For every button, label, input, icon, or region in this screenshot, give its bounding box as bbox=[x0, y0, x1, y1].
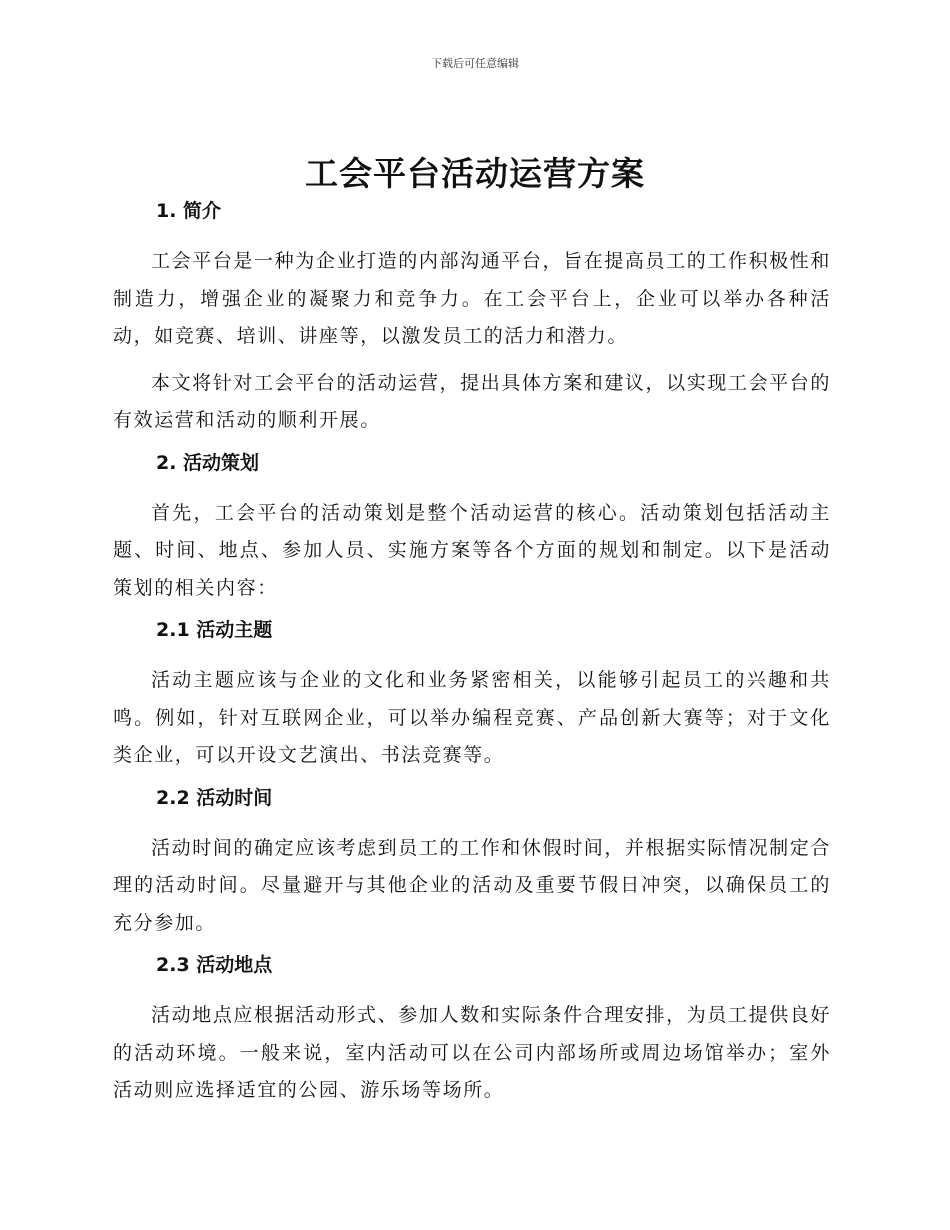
section-heading-location: 2.3 活动地点 bbox=[156, 954, 273, 976]
paragraph-location: 活动地点应根据活动形式、参加人数和实际条件合理安排，为员工提供良好的活动环境。一般来说，室内活动可以在公司内部场所或周边场馆举办；室外活动则应选择适宜的公园、游乐场等场所。 bbox=[113, 1004, 831, 1101]
document-title: 工会平台活动运营方案 bbox=[305, 154, 645, 193]
section-heading-theme: 2.1 活动主题 bbox=[156, 619, 273, 641]
paragraph-intro-2: 本文将针对工会平台的活动运营，提出具体方案和建议，以实现工会平台的有效运营和活动的顺利开展。 bbox=[113, 371, 831, 431]
section-heading-intro: 1. 简介 bbox=[156, 200, 222, 222]
paragraph-theme: 活动主题应该与企业的文化和业务紧密相关，以能够引起员工的兴趣和共鸣。例如，针对互联网企业，可以举办编程竞赛、产品创新大赛等；对于文化类企业，可以开设文艺演出、书法竞赛等。 bbox=[113, 669, 831, 766]
page-header-note: 下载后可任意编辑 bbox=[431, 57, 519, 70]
section-heading-time: 2.2 活动时间 bbox=[156, 786, 273, 809]
section-heading-planning: 2. 活动策划 bbox=[156, 451, 260, 474]
paragraph-intro-1: 工会平台是一种为企业打造的内部沟通平台，旨在提高员工的工作积极性和制造力，增强企业的凝聚力和竞争力。在工会平台上，企业可以举办各种活动，如竞赛、培训、讲座等，以激发员工的活力和潜力。 bbox=[113, 250, 831, 347]
paragraph-time: 活动时间的确定应该考虑到员工的工作和休假时间，并根据实际情况制定合理的活动时间。尽量避开与其他企业的活动及重要节假日冲突，以确保员工的充分参加。 bbox=[113, 836, 831, 934]
document-body bbox=[113, 197, 831, 1119]
paragraph-planning: 首先，工会平台的活动策划是整个活动运营的核心。活动策划包括活动主题、时间、地点、参加人员、实施方案等各个方面的规划和制定。以下是活动策划的相关内容： bbox=[113, 501, 831, 599]
